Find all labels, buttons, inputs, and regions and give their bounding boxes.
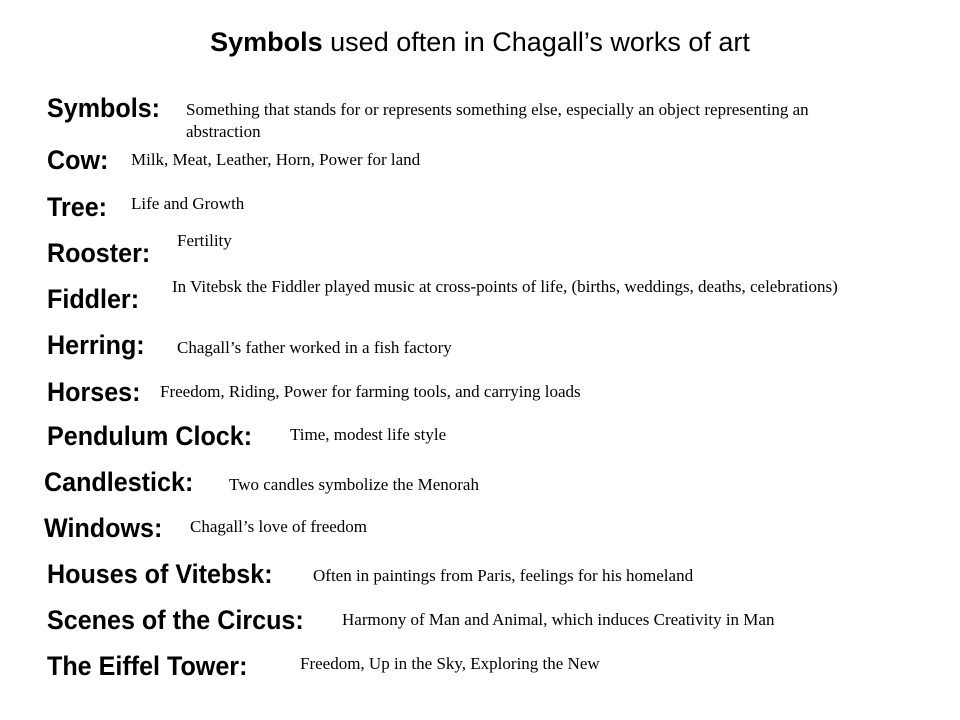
definition-houses-of-vitebsk: Often in paintings from Paris, feelings for his homeland (313, 566, 694, 585)
term-symbols: Symbols: (47, 93, 161, 123)
definition-eiffel-tower: Freedom, Up in the Sky, Exploring the New (300, 654, 600, 673)
definition-symbols: Something that stands for or represents something else, especially an object representing an abstraction (186, 100, 809, 141)
definition-tree: Life and Growth (131, 194, 245, 213)
definition-rooster: Fertility (177, 231, 232, 250)
definition-cow: Milk, Meat, Leather, Horn, Power for land (131, 150, 421, 169)
definition-candlestick: Two candles symbolize the Menorah (229, 475, 479, 494)
definition-windows: Chagall’s love of freedom (190, 517, 368, 536)
term-horses: Horses: (47, 377, 141, 407)
term-fiddler: Fiddler: (47, 284, 140, 314)
page-title (0, 26, 960, 58)
term-scenes-of-the-circus: Scenes of the Circus: (47, 605, 304, 635)
term-windows: Windows: (44, 513, 163, 543)
definition-horses: Freedom, Riding, Power for farming tools, and carrying loads (160, 382, 581, 401)
definition-herring: Chagall’s father worked in a fish factory (177, 338, 452, 357)
term-cow: Cow: (47, 145, 109, 175)
term-rooster: Rooster: (47, 238, 151, 268)
term-houses-of-vitebsk: Houses of Vitebsk: (47, 559, 273, 589)
term-pendulum-clock: Pendulum Clock: (47, 421, 253, 451)
term-tree: Tree: (47, 192, 108, 222)
title-rest: used often in Chagall’s works of art (322, 27, 750, 57)
term-candlestick: Candlestick: (44, 467, 194, 497)
definition-fiddler: In Vitebsk the Fiddler played music at cross-points of life, (births, weddings, deaths, celebrations) (172, 277, 838, 296)
definition-scenes-of-the-circus: Harmony of Man and Animal, which induces Creativity in Man (342, 610, 775, 629)
title-bold-part: Symbols (210, 27, 323, 57)
term-eiffel-tower: The Eiffel Tower: (47, 651, 248, 681)
definition-pendulum-clock: Time, modest life style (290, 425, 447, 444)
term-herring: Herring: (47, 330, 145, 360)
